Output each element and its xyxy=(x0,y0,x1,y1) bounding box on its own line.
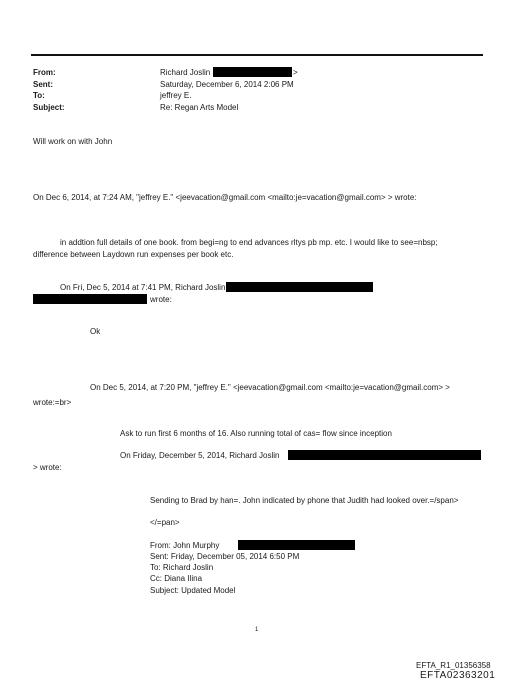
fwd-from: From: John Murphy xyxy=(150,541,220,550)
fwd-cc: Cc: Diana Ilina xyxy=(150,574,203,583)
sent-label: Sent: xyxy=(33,80,53,89)
quote2-wrote: wrote: xyxy=(150,295,172,304)
to-label: To: xyxy=(33,91,45,100)
quote2-reply: Ok xyxy=(90,327,101,336)
quote2-header: On Fri, Dec 5, 2014 at 7:41 PM, Richard Joslin xyxy=(60,283,226,292)
quote1-header: On Dec 6, 2014, at 7:24 AM, "jeffrey E." <jeevacation@gmail.com <mailto:je=vacation@gmail.com> > wrote: xyxy=(33,193,417,202)
redaction-box xyxy=(213,67,292,77)
subject-label: Subject: xyxy=(33,103,65,112)
quote4-body: Sending to Brad by han=. John indicated by phone that Judith had looked over.=/span> xyxy=(150,496,459,505)
page-number: 1 xyxy=(255,627,259,633)
bates-number-1: EFTA_R1_01356358 xyxy=(416,661,491,670)
fwd-to: To: Richard Joslin xyxy=(150,563,214,572)
redaction-box xyxy=(226,282,373,292)
subject-value: Re: Regan Arts Model xyxy=(160,103,239,112)
redaction-box xyxy=(288,450,481,460)
quote4-header: On Friday, December 5, 2014, Richard Joslin xyxy=(120,451,280,460)
from-suffix: > xyxy=(293,68,298,77)
quote1-line2: difference between Laydown run expenses per book etc. xyxy=(33,250,234,259)
header-rule xyxy=(31,54,483,56)
sent-value: Saturday, December 6, 2014 2:06 PM xyxy=(160,80,294,89)
quote1-line1: in addtion full details of one book. from begi=ng to end advances rltys pb mp. etc. I would like to see=nbsp; xyxy=(60,238,438,247)
fwd-subject: Subject: Updated Model xyxy=(150,586,236,595)
quote3-body: Ask to run first 6 months of 16. Also running total of cas= flow since inception xyxy=(120,429,392,438)
reply-text: Will work on with John xyxy=(33,137,113,146)
quote4-span: </=pan> xyxy=(150,518,180,527)
from-value: Richard Joslin xyxy=(160,68,211,77)
quote3-wrote: wrote:=br> xyxy=(33,398,72,407)
from-label: From: xyxy=(33,68,56,77)
bates-number-2: EFTA02363201 xyxy=(420,670,496,681)
quote4-wrote: > wrote: xyxy=(33,463,62,472)
fwd-sent: Sent: Friday, December 05, 2014 6:50 PM xyxy=(150,552,300,561)
to-value: jeffrey E. xyxy=(160,91,192,100)
redaction-box xyxy=(238,540,355,550)
redaction-box xyxy=(33,294,147,304)
quote3-header: On Dec 5, 2014, at 7:20 PM, "jeffrey E." <jeevacation@gmail.com <mailto:je=vacation@gmail.com> > xyxy=(90,383,450,392)
